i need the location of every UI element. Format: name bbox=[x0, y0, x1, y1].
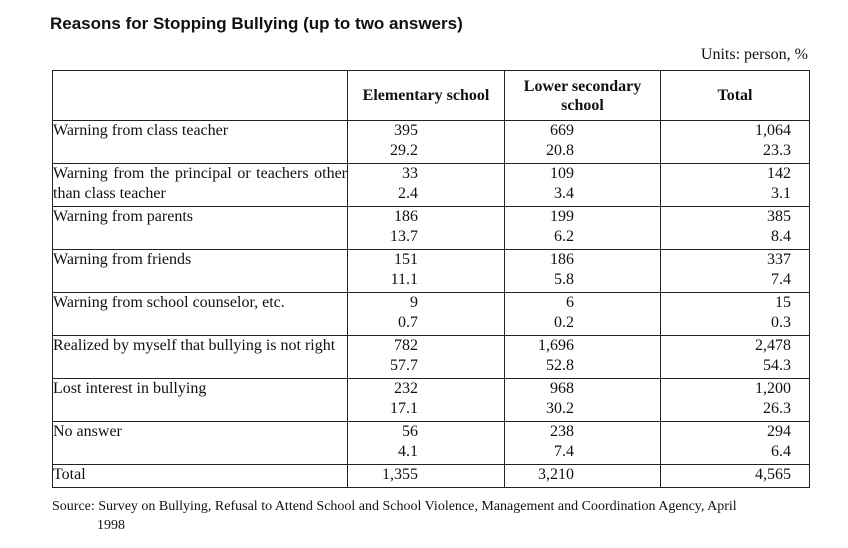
cell-count: 151 bbox=[394, 251, 418, 268]
cell-count: 2,478 bbox=[755, 337, 791, 354]
header-row bbox=[53, 71, 810, 121]
cell-percent: 26.3 bbox=[763, 400, 791, 417]
cell-count: 56 bbox=[402, 423, 418, 440]
cell-count: 1,696 bbox=[538, 337, 574, 354]
total-value: 1,355 bbox=[382, 466, 418, 483]
cell-percent: 29.2 bbox=[390, 142, 418, 159]
header-elementary: Elementary school bbox=[348, 71, 505, 121]
cell-count: 385 bbox=[767, 208, 791, 225]
cell-total bbox=[661, 336, 810, 379]
cell-lower-secondary bbox=[505, 164, 661, 207]
cell-count: 6 bbox=[566, 294, 574, 311]
table-row bbox=[53, 379, 810, 422]
table-row bbox=[53, 207, 810, 250]
total-elementary bbox=[348, 465, 505, 488]
total-value: 3,210 bbox=[538, 466, 574, 483]
cell-percent: 17.1 bbox=[390, 400, 418, 417]
row-label: Lost interest in bullying bbox=[53, 379, 348, 422]
cell-total bbox=[661, 250, 810, 293]
cell-count: 186 bbox=[394, 208, 418, 225]
cell-total bbox=[661, 121, 810, 164]
header-blank bbox=[53, 71, 348, 121]
cell-lower-secondary bbox=[505, 121, 661, 164]
cell-percent: 7.4 bbox=[771, 271, 791, 288]
cell-elementary bbox=[348, 207, 505, 250]
cell-elementary bbox=[348, 164, 505, 207]
table-row bbox=[53, 336, 810, 379]
cell-total bbox=[661, 293, 810, 336]
cell-percent: 20.8 bbox=[546, 142, 574, 159]
cell-percent: 2.4 bbox=[398, 185, 418, 202]
cell-percent: 7.4 bbox=[554, 443, 574, 460]
cell-count: 337 bbox=[767, 251, 791, 268]
table-row bbox=[53, 250, 810, 293]
cell-percent: 4.1 bbox=[398, 443, 418, 460]
cell-count: 395 bbox=[394, 122, 418, 139]
row-label: Warning from parents bbox=[53, 207, 348, 250]
cell-count: 238 bbox=[550, 423, 574, 440]
total-label: Total bbox=[53, 465, 348, 488]
cell-elementary bbox=[348, 121, 505, 164]
cell-lower-secondary bbox=[505, 207, 661, 250]
cell-lower-secondary bbox=[505, 293, 661, 336]
table-row bbox=[53, 293, 810, 336]
cell-percent: 3.1 bbox=[771, 185, 791, 202]
source-note bbox=[52, 497, 822, 535]
cell-total bbox=[661, 207, 810, 250]
cell-count: 669 bbox=[550, 122, 574, 139]
cell-count: 15 bbox=[775, 294, 791, 311]
cell-percent: 6.4 bbox=[771, 443, 791, 460]
cell-count: 199 bbox=[550, 208, 574, 225]
cell-count: 109 bbox=[550, 165, 574, 182]
cell-percent: 54.3 bbox=[763, 357, 791, 374]
cell-percent: 30.2 bbox=[546, 400, 574, 417]
cell-count: 1,064 bbox=[755, 122, 791, 139]
cell-percent: 52.8 bbox=[546, 357, 574, 374]
cell-percent: 57.7 bbox=[390, 357, 418, 374]
header-lower-secondary: Lower secondary school bbox=[505, 71, 661, 121]
cell-count: 9 bbox=[410, 294, 418, 311]
cell-count: 232 bbox=[394, 380, 418, 397]
cell-percent: 3.4 bbox=[554, 185, 574, 202]
bullying-table bbox=[52, 70, 810, 488]
source-line-2: 1998 bbox=[97, 518, 125, 533]
table-row bbox=[53, 121, 810, 164]
cell-elementary bbox=[348, 336, 505, 379]
cell-count: 294 bbox=[767, 423, 791, 440]
total-value: 4,565 bbox=[755, 466, 791, 483]
cell-percent: 0.2 bbox=[554, 314, 574, 331]
cell-percent: 13.7 bbox=[390, 228, 418, 245]
row-label: Warning from the principal or teachers other than class teacher bbox=[53, 164, 348, 207]
cell-elementary bbox=[348, 379, 505, 422]
row-label: Warning from school counselor, etc. bbox=[53, 293, 348, 336]
cell-percent: 6.2 bbox=[554, 228, 574, 245]
total-lower-secondary bbox=[505, 465, 661, 488]
cell-total bbox=[661, 422, 810, 465]
row-label: No answer bbox=[53, 422, 348, 465]
cell-count: 33 bbox=[402, 165, 418, 182]
cell-elementary bbox=[348, 422, 505, 465]
cell-lower-secondary bbox=[505, 336, 661, 379]
cell-lower-secondary bbox=[505, 379, 661, 422]
cell-count: 142 bbox=[767, 165, 791, 182]
cell-lower-secondary bbox=[505, 422, 661, 465]
source-line-1: Source: Survey on Bullying, Refusal to Attend School and School Violence, Management and Coordination Agency, April bbox=[52, 499, 737, 514]
cell-count: 968 bbox=[550, 380, 574, 397]
cell-percent: 0.7 bbox=[398, 314, 418, 331]
total-row bbox=[53, 465, 810, 488]
cell-total bbox=[661, 379, 810, 422]
header-total: Total bbox=[661, 71, 810, 121]
row-label: Warning from class teacher bbox=[53, 121, 348, 164]
units-label: Units: person, % bbox=[700, 46, 808, 63]
total-total bbox=[661, 465, 810, 488]
cell-percent: 8.4 bbox=[771, 228, 791, 245]
row-label: Warning from friends bbox=[53, 250, 348, 293]
cell-count: 186 bbox=[550, 251, 574, 268]
row-label: Realized by myself that bullying is not right bbox=[53, 336, 348, 379]
cell-lower-secondary bbox=[505, 250, 661, 293]
cell-count: 782 bbox=[394, 337, 418, 354]
table-title: Reasons for Stopping Bullying (up to two answers) bbox=[50, 14, 463, 33]
cell-percent: 5.8 bbox=[554, 271, 574, 288]
cell-percent: 0.3 bbox=[771, 314, 791, 331]
cell-percent: 11.1 bbox=[390, 271, 418, 288]
table-row bbox=[53, 422, 810, 465]
cell-elementary bbox=[348, 293, 505, 336]
cell-total bbox=[661, 164, 810, 207]
cell-count: 1,200 bbox=[755, 380, 791, 397]
table-row bbox=[53, 164, 810, 207]
cell-percent: 23.3 bbox=[763, 142, 791, 159]
cell-elementary bbox=[348, 250, 505, 293]
